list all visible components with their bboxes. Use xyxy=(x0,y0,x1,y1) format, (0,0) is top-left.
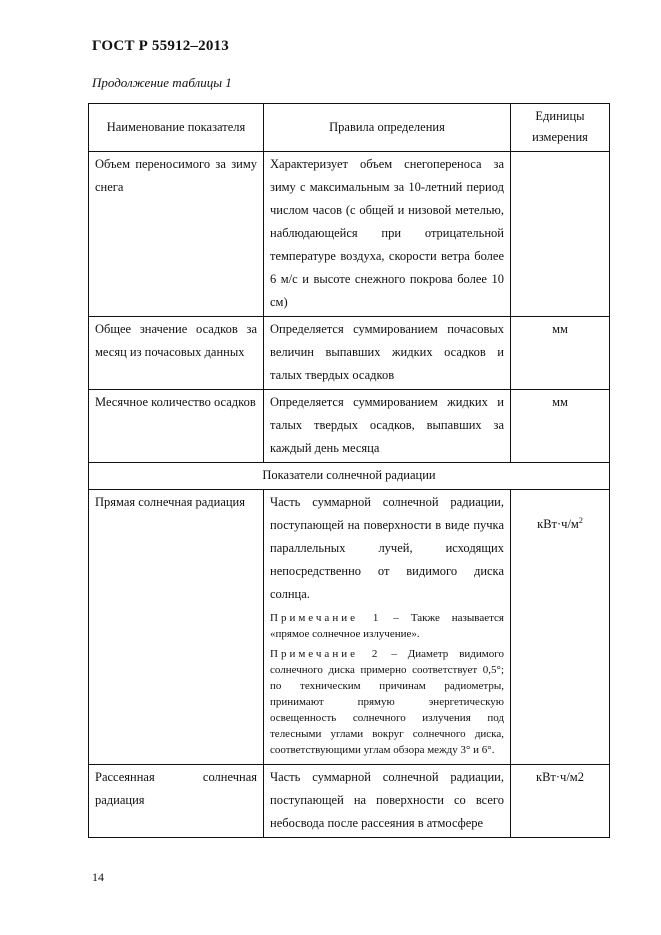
section-row xyxy=(89,463,610,490)
indicator-name: Рассеянная солнечная радиация xyxy=(89,765,264,838)
definitions-table xyxy=(88,103,610,838)
note-1 xyxy=(270,610,504,642)
rule-text: Характеризует объем снегопереноса за зиму с максимальным за 10-летний период числом часов (с общей и низовой метелью, наблюдающейся при отрицательной температуре воздуха, скорости ветра более 6 м/с и высоте снежного покрова более 10 см) xyxy=(264,152,511,317)
rule-text: Определяется суммированием жидких и талых твердых осадков, выпавших за каждый день месяца xyxy=(264,390,511,463)
indicator-name: Прямая солнечная радиация xyxy=(89,490,264,765)
unit-superscript: 2 xyxy=(578,515,583,525)
indicator-name: Месячное количество осадков xyxy=(89,390,264,463)
section-title: Показатели солнечной радиации xyxy=(89,463,610,490)
note-text: – Диаметр видимого солнечного диска примерно соответствует 0,5°; по техническим причинам радиометры, принимают прямую энергетическую освещенность солнечного излучения под телесными углами вокруг солнечного диска, соответствующими углам обзора между 3° и 6°. xyxy=(270,648,504,756)
column-header-name: Наименование показателя xyxy=(89,104,264,152)
note-2 xyxy=(270,646,504,758)
table-caption: Продолжение таблицы 1 xyxy=(92,75,232,90)
indicator-name: Общее значение осадков за месяц из почасовых данных xyxy=(89,317,264,390)
rule-text: Часть суммарной солнечной радиации, поступающей на поверхности в виде пучка параллельных лучей, исходящих непосредственно от видимого диска солнца. xyxy=(270,495,504,601)
table-row xyxy=(89,390,610,463)
note-label: Примечание 1 xyxy=(270,612,382,624)
rule-text: Часть суммарной солнечной радиации, поступающей на поверхности со всего небосвода после рассеяния в атмосфере xyxy=(264,765,511,838)
page-number: 14 xyxy=(92,870,104,884)
table-row xyxy=(89,152,610,317)
unit-cell: мм xyxy=(511,317,610,390)
unit-base: кВт·ч/м xyxy=(537,517,579,531)
table-row xyxy=(89,765,610,838)
unit-cell: кВт·ч/м2 xyxy=(511,765,610,838)
table-row xyxy=(89,317,610,390)
rule-text: Определяется суммированием почасовых величин выпавших жидких осадков и талых твердых осадков xyxy=(264,317,511,390)
unit-cell xyxy=(511,152,610,317)
indicator-name: Объем переносимого за зиму снега xyxy=(89,152,264,317)
unit-cell xyxy=(511,490,610,765)
column-header-unit: Единицы измерения xyxy=(511,104,610,152)
document-code: ГОСТ Р 55912–2013 xyxy=(92,38,229,54)
column-header-rule: Правила определения xyxy=(264,104,511,152)
unit-cell: мм xyxy=(511,390,610,463)
table-header-row xyxy=(89,104,610,152)
table-row xyxy=(89,490,610,765)
rule-cell xyxy=(264,490,511,765)
note-text: – Также называется «прямое солнечное излучение». xyxy=(270,612,504,640)
note-label: Примечание 2 xyxy=(270,648,381,660)
